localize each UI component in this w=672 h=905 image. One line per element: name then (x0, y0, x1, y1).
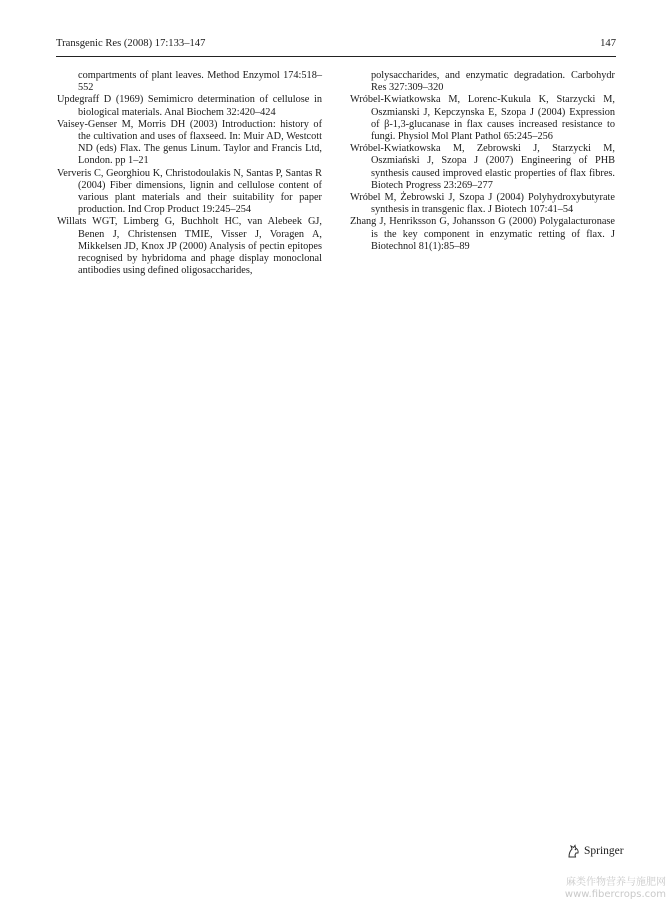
springer-horse-icon (566, 844, 581, 859)
references-right-column (350, 70, 615, 253)
running-header (56, 38, 616, 52)
reference-continuation: compartments of plant leaves. Method Enzymol 174:518–552 (78, 70, 322, 94)
references-left-column (57, 70, 322, 277)
watermark-site-name: 麻类作物营养与施肥网 (566, 877, 666, 888)
journal-citation: Transgenic Res (2008) 17:133–147 (56, 38, 206, 49)
reference-entry: Ververis C, Georghiou K, Christodoulakis N, Santas P, Santas R (2004) Fiber dimensions, lignin and cellulose content of various plant materials and their suitability for paper production. Ind Crop Product 19:245–254 (57, 167, 322, 216)
springer-wordmark: Springer (584, 845, 624, 857)
reference-entry: Updegraff D (1969) Semimicro determination of cellulose in biological materials. Anal Biochem 32:420–424 (57, 94, 322, 118)
reference-entry: Willats WGT, Limberg G, Buchholt HC, van Alebeek GJ, Benen J, Christensen TMIE, Visser J, Voragen A, Mikkelsen JD, Knox JP (2000) Analysis of pectin epitopes recognised by hybridoma and phage display monoclonal antibodies using defined oligosaccharides, (57, 216, 322, 277)
reference-entry: Wróbel M, Żebrowski J, Szopa J (2004) Polyhydroxybutyrate synthesis in transgenic flax. J Biotech 107:41–54 (350, 192, 615, 216)
reference-entry: Wróbel-Kwiatkowska M, Lorenc-Kukula K, Starzycki M, Oszmianski J, Kepczynska E, Szopa J (2004) Expression of β-1,3-glucanase in flax causes increased resistance to fungi. Physiol Mol Plant Pathol 65:245–256 (350, 94, 615, 143)
reference-entry: Zhang J, Henriksson G, Johansson G (2000) Polygalacturonase is the key component in enzymatic retting of flax. J Biotechnol 81(1):85–89 (350, 216, 615, 252)
reference-continuation: polysaccharides, and enzymatic degradation. Carbohydr Res 327:309–320 (371, 70, 615, 94)
header-rule (56, 56, 616, 57)
site-watermark (565, 877, 666, 901)
watermark-url: www.fibercrops.com (564, 889, 666, 900)
reference-entry: Vaisey-Genser M, Morris DH (2003) Introduction: history of the cultivation and uses of flaxseed. In: Muir AD, Westcott ND (eds) Flax. The genus Linum. Taylor and Francis Ltd, London. pp 1–21 (57, 118, 322, 167)
reference-entry: Wróbel-Kwiatkowska M, Zebrowski J, Starzycki M, Oszmiański J, Szopa J (2007) Engineering of PHB synthesis caused improved elastic properties of flax fibres. Biotech Progress 23:269–277 (350, 143, 615, 191)
springer-logo (566, 843, 624, 859)
page-number: 147 (600, 38, 616, 49)
